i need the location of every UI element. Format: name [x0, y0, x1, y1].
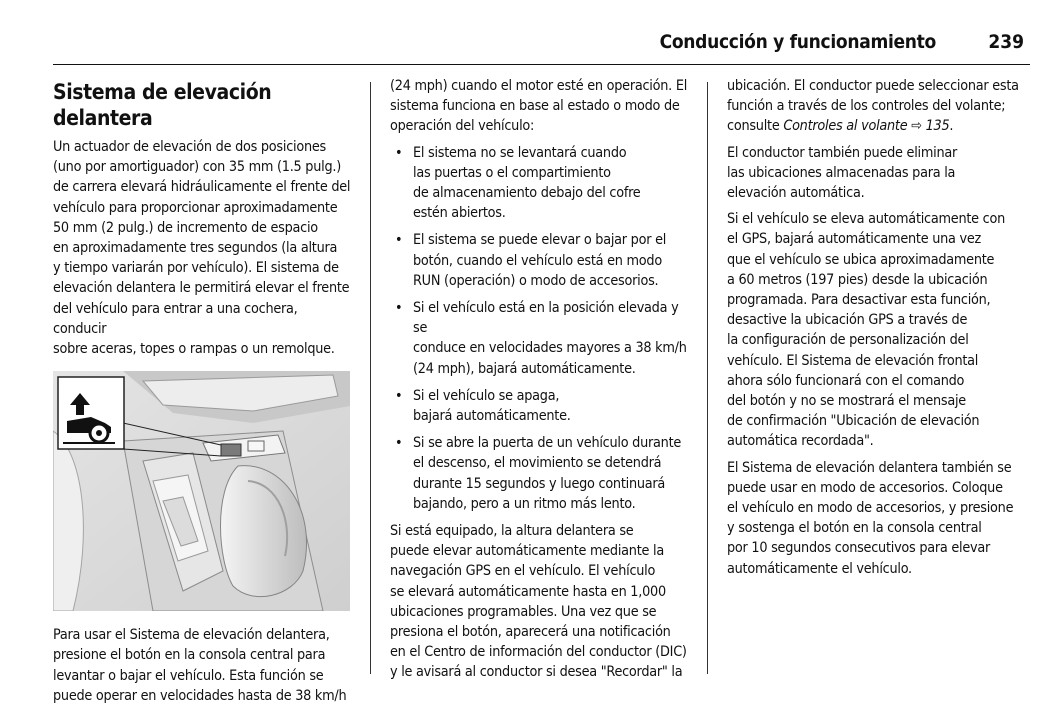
- section-heading: Sistema de elevación delantera: [53, 80, 272, 130]
- column-divider: [370, 82, 371, 674]
- console-illustration: [53, 371, 350, 611]
- list-item: • Si se abre la puerta de un vehículo durante el descenso, el movimiento se detendrá durante 15 segundos y luego continuará bajando, pero a un ritmo más lento.: [395, 435, 682, 512]
- gps-paragraph: Si está equipado, la altura delantera se puede elevar automáticamente mediante la navegación GPS en el vehículo. El vehículo se elevará automáticamente hasta en 1,000 ubicaciones programables. Una vez que se presiona el botón, aparecerá una notificación en el Centro de información del conductor (DIC) y le avisará al conductor si desea "Recordar" la: [390, 523, 687, 681]
- list-item: • Si el vehículo está en la posición elevada y se conduce en velocidades mayores a 38 km/h (24 mph), bajará automáticamente.: [395, 300, 687, 377]
- page-number: 239: [988, 31, 1024, 53]
- delete-locations-paragraph: El conductor también puede eliminar las ubicaciones almacenadas para la elevación automática.: [727, 144, 958, 202]
- bullet: •: [395, 232, 403, 249]
- reference-link[interactable]: Controles al volante: [783, 118, 908, 135]
- section-title: Conducción y funcionamiento: [659, 31, 936, 53]
- column-2: [390, 76, 690, 689]
- list-item: • El sistema no se levantará cuando las puertas o el compartimiento de almacenamiento debajo del cofre estén abiertos.: [395, 144, 641, 222]
- column-1: [53, 76, 353, 712]
- column-divider: [707, 82, 708, 674]
- conditions-list: [390, 143, 690, 514]
- arrow-icon: ⇨: [911, 118, 922, 135]
- header-divider: [53, 64, 1030, 65]
- reference-page[interactable]: 135: [925, 118, 950, 135]
- intro-paragraph: Un actuador de elevación de dos posiciones (uno por amortiguador) con 35 mm (1.5 pulg.) de carrera elevará hidráulicamente el frente del vehículo para proporcionar aproximadamente 50 mm (2 pulg.) de incremento de espacio en aproximadamente tres segundos (la altura y tiempo variarán por vehículo). El sistema de elevación delantera le permitirá elevar el frente del vehículo para entrar a una cochera, conducir sobre aceras, topes o rampas o un remolque.: [53, 139, 351, 358]
- column-3: [727, 76, 1027, 585]
- steering-controls-paragraph: ubicación. El conductor puede seleccionar esta función a través de los controles del volante; consulte Controles al volante ⇨ 135.: [727, 78, 1019, 135]
- bullet: •: [395, 435, 403, 452]
- accessory-mode-paragraph: El Sistema de elevación delantera también se puede usar en modo de accesorios. Coloque el vehículo en modo de accesorios, y presione y sostenga el botón en la consola central por 10 segundos consecutivos para elevar automáticamente el vehículo.: [727, 459, 1014, 577]
- bullet: •: [395, 387, 403, 404]
- list-item: • Si el vehículo se apaga, bajará automáticamente.: [395, 387, 571, 425]
- bullet: •: [395, 300, 403, 317]
- operation-paragraph: (24 mph) cuando el motor esté en operación. El sistema funciona en base al estado o modo de operación del vehículo:: [390, 78, 688, 135]
- bullet: •: [395, 144, 403, 161]
- console-figure: [53, 371, 350, 611]
- auto-lower-paragraph: Si el vehículo se eleva automáticamente con el GPS, bajará automáticamente una vez que el vehículo se ubica aproximadamente a 60 metros (197 pies) desde la ubicación programada. Para desactivar esta función, desactive la ubicación GPS a través de la configuración de personalización del vehículo. El Sistema de elevación frontal ahora sólo funcionará con el comando del botón y no se mostrará el mensaje de confirmación "Ubicación de elevación automática recordada".: [727, 211, 1005, 450]
- list-item: • El sistema se puede elevar o bajar por el botón, cuando el vehículo está en modo RUN (operación) o modo de accesorios.: [395, 232, 667, 289]
- page-header: [0, 0, 1054, 60]
- usage-paragraph: Para usar el Sistema de elevación delantera, presione el botón en la consola central para levantar o bajar el vehículo. Esta función se puede operar en velocidades hasta de 38 km/h: [53, 627, 347, 704]
